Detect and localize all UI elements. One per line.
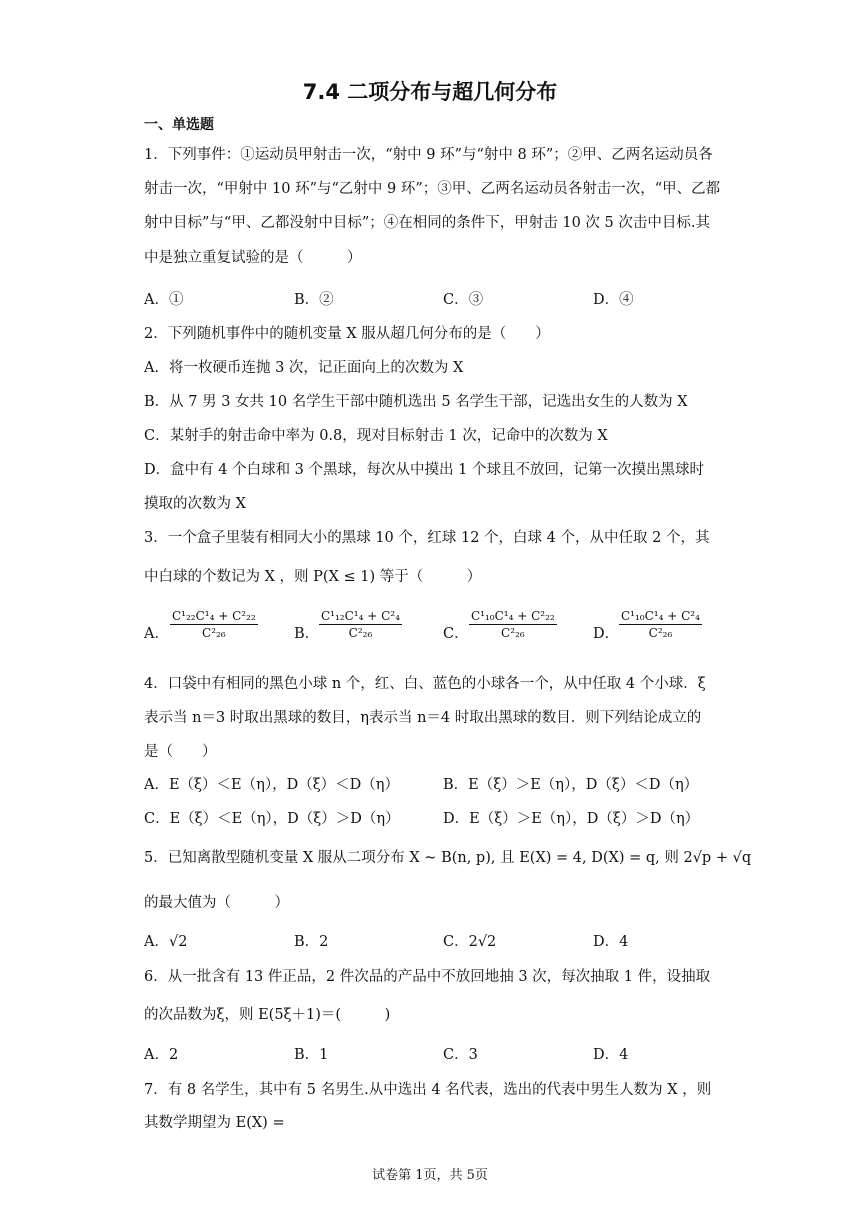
question-text: 中是独立重复试验的是（ ） — [144, 250, 362, 266]
option-b-fraction — [319, 608, 402, 641]
fraction-denominator: C²₂₆ — [501, 626, 525, 640]
option-d: D．④ — [593, 292, 634, 308]
question-text: 5．已知离散型随机变量 X 服从二项分布 X ~ B(n, p), 且 E(X) = 4, D(X) = q, 则 2√p + √q — [144, 850, 752, 866]
option-a: A．① — [144, 292, 184, 308]
fraction-numerator: C¹₂₂C¹₄ + C²₂₂ — [172, 609, 256, 623]
option-d: D．4 — [593, 1047, 629, 1063]
option-b: B．② — [294, 292, 334, 308]
option-c-label: C． — [443, 626, 469, 642]
question-text: 的最大值为（ ） — [144, 895, 289, 911]
question-text: 的次品数为ξ，则 E(5ξ＋1)＝( ) — [144, 1007, 391, 1023]
option-a-fraction — [170, 608, 258, 641]
option-b: B．1 — [294, 1047, 329, 1063]
option-c: C．3 — [443, 1047, 478, 1063]
question-text: 中白球的个数记为 X ，则 P(X ≤ 1) 等于（ ） — [144, 569, 482, 585]
question-text: 表示当 n＝3 时取出黑球的数目，η表示当 n＝4 时取出黑球的数目．则下列结论成立的 — [144, 710, 702, 726]
question-text: 3．一个盒子里装有相同大小的黑球 10 个，红球 12 个，白球 4 个，从中任取 2 个，其 — [144, 530, 710, 546]
option-c: C．2√2 — [443, 934, 497, 950]
option-b: B．2 — [294, 934, 329, 950]
option-b: B．从 7 男 3 女共 10 名学生干部中随机选出 5 名学生干部，记选出女生的人数为 X — [144, 394, 688, 410]
option-c: C．某射手的射击命中率为 0.8，现对目标射击 1 次，记命中的次数为 X — [144, 428, 608, 444]
page-title: 7.4 二项分布与超几何分布 — [302, 80, 558, 104]
option-a-label: A． — [144, 626, 169, 642]
question-text: 4．口袋中有相同的黑色小球 n 个，红、白、蓝色的小球各一个，从中任取 4 个小球．ξ — [144, 676, 706, 692]
question-text: 射击一次，“甲射中 10 环”与“乙射中 9 环”；③甲、乙两名运动员各射击一次，“甲、乙都 — [144, 181, 721, 197]
option-a: A．2 — [144, 1047, 179, 1063]
fraction-denominator: C²₂₆ — [648, 626, 673, 640]
question-text: 6．从一批含有 13 件正品，2 件次品的产品中不放回地抽 3 次，每次抽取 1 件，设抽取 — [144, 969, 711, 985]
option-a: A．E（ξ）＜E（η），D（ξ）＜D（η） — [144, 777, 399, 793]
question-text: 射中目标”与“甲、乙都没射中目标”；④在相同的条件下，甲射击 10 次 5 次击中目标.其 — [144, 215, 710, 231]
option-d: D．4 — [593, 934, 629, 950]
question-text: 其数学期望为 E(X) = — [144, 1115, 285, 1131]
question-text: 2．下列随机事件中的随机变量 X 服从超几何分布的是（ ） — [144, 326, 550, 342]
option-a: A．√2 — [144, 934, 188, 950]
option-d: D．E（ξ）＞E（η），D（ξ）＞D（η） — [443, 811, 700, 827]
fraction-denominator: C²₂₆ — [202, 626, 226, 640]
option-d-fraction — [619, 608, 702, 641]
page-footer: 试卷第 1页，共 5页 — [372, 1168, 488, 1183]
section-heading: 一、单选题 — [144, 117, 214, 133]
option-c-fraction — [469, 608, 557, 641]
option-b-label: B． — [294, 626, 320, 642]
fraction-numerator: C¹₁₀C¹₄ + C²₂₂ — [471, 609, 555, 623]
option-b: B．E（ξ）＞E（η），D（ξ）＜D（η） — [443, 777, 699, 793]
fraction-numerator: C¹₁₀C¹₄ + C²₄ — [621, 609, 700, 623]
option-d: D．盒中有 4 个白球和 3 个黑球，每次从中摸出 1 个球且不放回，记第一次摸出黑球时 — [144, 462, 704, 478]
question-text: 7．有 8 名学生，其中有 5 名男生.从中选出 4 名代表，选出的代表中男生人数为 X ，则 — [144, 1082, 712, 1098]
option-c: C．③ — [443, 292, 484, 308]
fraction-denominator: C²₂₆ — [348, 626, 373, 640]
option-c: C．E（ξ）＜E（η），D（ξ）＞D（η） — [144, 811, 400, 827]
option-d-label: D． — [593, 626, 620, 642]
question-text: 1．下列事件：①运动员甲射击一次，“射中 9 环”与“射中 8 环”；②甲、乙两名运动员各 — [144, 147, 713, 163]
question-text: 是（ ） — [144, 744, 217, 760]
fraction-numerator: C¹₁₂C¹₄ + C²₄ — [321, 609, 400, 623]
option-a: A．将一枚硬币连抛 3 次，记正面向上的次数为 X — [144, 360, 464, 376]
option-d-continued: 摸取的次数为 X — [144, 496, 246, 512]
